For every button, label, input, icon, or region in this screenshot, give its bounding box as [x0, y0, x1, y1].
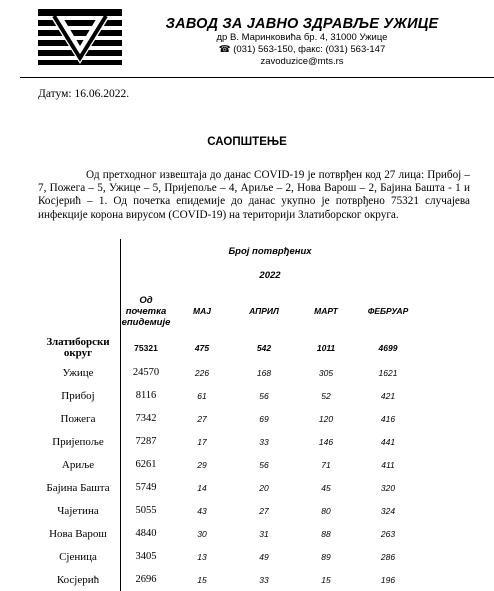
district-may: 475 [194, 343, 210, 353]
month-cell: 416 [380, 413, 396, 424]
month-cell: 196 [380, 574, 396, 585]
month-cell: 15 [321, 574, 331, 585]
table-row [36, 384, 419, 407]
district-name-line: округ [63, 347, 93, 359]
institute-address: др В. Маринковића бр. 4, 31000 Ужице [216, 32, 388, 43]
month-cell: 27 [259, 505, 269, 516]
total-cell: 8116 [135, 390, 157, 401]
month-cell: 29 [197, 459, 207, 470]
month-cell: 31 [259, 528, 269, 539]
institute-email: zavoduzice@mts.rs [260, 56, 344, 67]
month-cell: 13 [197, 551, 207, 562]
month-cell: 88 [321, 528, 331, 539]
cases-table [36, 239, 419, 591]
month-cell: 56 [259, 390, 269, 401]
municipality-name: Ариље [36, 453, 121, 476]
table-row [36, 545, 419, 568]
month-cell: 14 [197, 482, 207, 493]
table-row [36, 361, 419, 384]
col-header-april: АПРИЛ [249, 306, 279, 316]
table-row [36, 568, 419, 591]
municipality-name: Косјерић [36, 568, 121, 591]
month-cell: 411 [381, 459, 395, 470]
month-cell: 226 [194, 367, 210, 378]
month-cell: 286 [380, 551, 396, 562]
district-total: 75321 [134, 343, 158, 353]
document-title: САОПШТЕЊЕ [207, 136, 287, 148]
municipality-name: Чајетина [36, 499, 121, 522]
total-cell: 5749 [135, 482, 157, 493]
month-cell: 120 [318, 413, 334, 424]
municipality-name: Ужице [36, 361, 121, 384]
col-total-line: епидемије [121, 316, 171, 328]
month-cell: 17 [197, 436, 207, 447]
municipality-name: Сјеница [36, 545, 121, 568]
month-cell: 80 [321, 505, 331, 516]
municipality-name: Пожега [36, 407, 121, 430]
district-name [36, 335, 121, 361]
table-row [36, 407, 419, 430]
total-cell: 7342 [135, 413, 157, 424]
month-cell: 168 [256, 367, 272, 378]
institute-phone: ☎ (031) 563-150, факс: (031) 563-147 [218, 44, 386, 55]
district-april: 542 [256, 343, 272, 353]
district-total-row [36, 335, 419, 361]
month-cell: 1621 [378, 367, 398, 378]
month-cell: 71 [321, 459, 331, 470]
table-row [36, 522, 419, 545]
district-name-line: Златиборски [46, 336, 110, 348]
table-row [36, 499, 419, 522]
municipality-name: Пријепоље [36, 430, 121, 453]
month-cell: 421 [380, 390, 396, 401]
municipality-name: Бајина Башта [36, 476, 121, 499]
month-cell: 33 [259, 574, 269, 585]
col-total-line: почетка [125, 305, 167, 317]
total-cell: 2696 [135, 574, 157, 585]
group-header: Број потврђених [228, 245, 312, 257]
col-header-total [121, 287, 172, 335]
municipality-name: Прибој [36, 384, 121, 407]
total-cell: 7287 [135, 436, 157, 447]
month-cell: 89 [321, 551, 331, 562]
table-row [36, 476, 419, 499]
month-cell: 441 [380, 436, 396, 447]
district-february: 4699 [378, 343, 398, 353]
month-cell: 27 [197, 413, 207, 424]
total-cell: 5055 [135, 505, 157, 516]
month-cell: 146 [318, 436, 334, 447]
month-cell: 43 [197, 505, 207, 516]
month-cell: 61 [197, 390, 207, 401]
total-cell: 3405 [135, 551, 157, 562]
month-cell: 324 [380, 505, 396, 516]
municipality-name: Нова Варош [36, 522, 121, 545]
letterhead [20, 6, 480, 72]
month-cell: 69 [259, 413, 269, 424]
total-cell: 24570 [132, 367, 160, 378]
month-cell: 15 [197, 574, 207, 585]
month-cell: 263 [380, 528, 396, 539]
table-row [36, 453, 419, 476]
institute-logo [32, 6, 128, 68]
month-cell: 305 [318, 367, 334, 378]
table-row [36, 430, 419, 453]
institute-info [137, 16, 467, 68]
document-date: Датум: 16.06.2022. [38, 88, 130, 100]
col-header-february: ФЕБРУАР [367, 306, 409, 316]
month-cell: 20 [259, 482, 269, 493]
col-total-line: Од [139, 294, 153, 306]
month-cell: 52 [321, 390, 331, 401]
total-cell: 4840 [135, 528, 157, 539]
month-cell: 33 [259, 436, 269, 447]
month-cell: 30 [197, 528, 207, 539]
month-cell: 49 [259, 551, 269, 562]
corner-cell [36, 239, 121, 335]
col-header-may: МАЈ [193, 306, 211, 316]
total-cell: 6261 [135, 459, 157, 470]
col-header-march: МАРТ [314, 306, 338, 316]
month-cell: 45 [321, 482, 331, 493]
district-march: 1011 [316, 343, 336, 353]
month-cell: 320 [380, 482, 396, 493]
announcement-paragraph: Од претходног извештаја до данас COVID-19 је потврђен код 27 лица: Прибој – 7, Пожега – 5, Ужице – 5, Пријепоље – 4, Ариље – 2, Нова Варош – 2, Бајина Башта - 1 и Косјерић – 1. Од почетка епидемије до данас укупно је потврђено 75321 случајева инфекције корона вирусом (COVID-19) на територији Златиборског округа. [38, 169, 470, 221]
month-cell: 56 [259, 459, 269, 470]
year-header: 2022 [259, 269, 281, 281]
institute-name: ЗАВОД ЗА ЈАВНО ЗДРАВЉЕ УЖИЦЕ [165, 16, 439, 32]
header-divider [20, 77, 494, 78]
